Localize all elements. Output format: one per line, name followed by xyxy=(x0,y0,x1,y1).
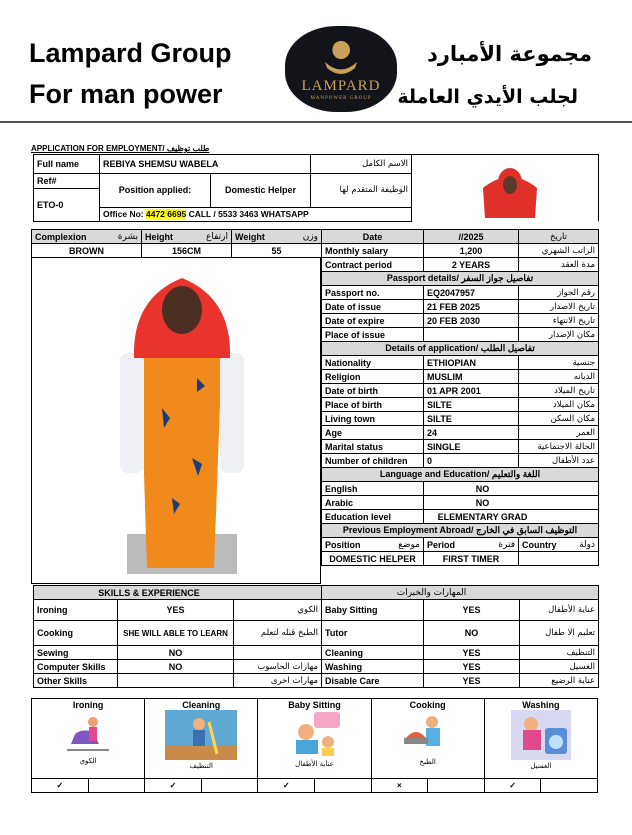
skill-computer-label: Computer Skills xyxy=(34,660,118,674)
salary-ar: الراتب الشهري xyxy=(519,244,599,258)
marital-ar: الحالة الاجتماعية xyxy=(519,440,599,454)
skill-sewing-ar xyxy=(234,646,322,660)
marital-label: Marital status xyxy=(322,440,424,454)
nationality-ar: جنسية xyxy=(519,356,599,370)
religion-value: MUSLIM xyxy=(424,370,519,384)
nationality-value: ETHIOPIAN xyxy=(424,356,519,370)
ironing-mark: ✓ xyxy=(32,779,89,793)
arabic-label: Arabic xyxy=(322,496,424,510)
age-ar: العمر xyxy=(519,426,599,440)
application-table xyxy=(33,154,599,222)
icon-babysitting-ar: عناية الأطفال xyxy=(295,760,334,768)
details-table xyxy=(321,229,599,566)
icon-babysitting-title: Baby Sitting xyxy=(288,700,341,710)
age-value: 24 xyxy=(424,426,519,440)
icon-washing-ar: الغسيل xyxy=(530,762,552,770)
children-ar: عدد الأطفال xyxy=(519,454,599,468)
height-value: 156CM xyxy=(142,244,232,258)
icon-cell-cooking xyxy=(371,699,484,779)
skill-computer-ar: مهارات الحاسوب xyxy=(234,660,322,674)
prev-period-header: Period فترة xyxy=(424,538,519,552)
logo-subtitle: MANPOWER GROUP xyxy=(310,96,372,101)
cleaning-icon xyxy=(165,710,237,760)
skill-babysitting-label: Baby Sitting xyxy=(322,600,424,621)
physical-table xyxy=(31,229,322,258)
period-value: 2 YEARS xyxy=(424,258,519,272)
company-name-en-line1: Lampard Group xyxy=(29,38,232,68)
children-value: 0 xyxy=(424,454,519,468)
icon-washing-title: Washing xyxy=(522,700,560,710)
issue-date-value: 21 FEB 2025 xyxy=(424,300,519,314)
age-label: Age xyxy=(322,426,424,440)
logo-name: LAMPARD xyxy=(301,78,381,94)
english-value: NO xyxy=(424,482,599,496)
religion-label: Religion xyxy=(322,370,424,384)
education-value: ELEMENTARY GRAD xyxy=(424,510,599,524)
skill-disable-care-value: YES xyxy=(424,674,520,688)
dob-ar: تاريخ الميلاد xyxy=(519,384,599,398)
washing-mark: ✓ xyxy=(484,779,541,793)
prev-position-header: Position موضع xyxy=(322,538,424,552)
skill-ironing-label: Ironing xyxy=(34,600,118,621)
passport-no-label: Passport no. xyxy=(322,286,424,300)
office-prefix: Office No: xyxy=(103,209,144,219)
complexion-header: Complexion بشرة xyxy=(32,230,142,244)
english-label: English xyxy=(322,482,424,496)
ref-value: ETO-0 xyxy=(34,189,100,221)
passport-no-ar: رقم الجواز xyxy=(519,286,599,300)
applicant-portrait-icon xyxy=(475,158,545,218)
passport-heading: Passport details/ تفاصيل جواز السفر xyxy=(322,272,599,286)
skill-cooking-label: Cooking xyxy=(34,621,118,646)
skill-washing-label: Washing xyxy=(322,660,424,674)
icon-ironing-ar: الكوي xyxy=(79,757,97,765)
issue-date-ar: تاريخ الاصدار xyxy=(519,300,599,314)
details-heading: Details of application/ تفاصيل الطلب xyxy=(322,342,599,356)
office-number: 4472 6695 xyxy=(146,209,187,219)
prev-country-header: Country دولة xyxy=(519,538,599,552)
cleaning-mark: ✓ xyxy=(145,779,202,793)
logo-figure-icon xyxy=(285,32,397,82)
weight-value: 55 xyxy=(232,244,322,258)
complexion-value: BROWN xyxy=(32,244,142,258)
skills-table xyxy=(33,585,599,688)
company-name-ar-line1: مجموعة الأمبارد xyxy=(427,42,592,66)
skill-other-ar: مهارات اخرى xyxy=(234,674,322,688)
cooking-icon xyxy=(400,710,456,756)
date-ar: تاريخ xyxy=(519,230,599,244)
skill-computer-value: NO xyxy=(118,660,234,674)
height-header: Height ارتفاع xyxy=(142,230,232,244)
icon-cell-washing xyxy=(484,699,597,779)
application-heading: APPLICATION FOR EMPLOYMENT/ طلب توظيف xyxy=(31,144,210,153)
previous-heading: Previous Employment Abroad/ التوظيف السابق في الخارج xyxy=(322,524,599,538)
company-name-ar-line2: لجلب الأيدي العاملة xyxy=(397,86,578,108)
birthplace-value: SILTE xyxy=(424,398,519,412)
living-town-value: SILTE xyxy=(424,412,519,426)
icon-cell-babysitting xyxy=(258,699,371,779)
babysitting-icon xyxy=(284,710,344,758)
icon-cell-cleaning xyxy=(145,699,258,779)
passport-no-value: EQ2047957 xyxy=(424,286,519,300)
skill-cooking-ar: الطبخ قبله لتعلم xyxy=(234,621,322,646)
washing-icon xyxy=(511,710,571,760)
icon-cleaning-ar: التنظيف xyxy=(189,762,213,770)
birthplace-ar: مكان الميلاد xyxy=(519,398,599,412)
position-label: Position applied: xyxy=(100,174,211,208)
religion-ar: الديانه xyxy=(519,370,599,384)
skill-tutor-ar: تعليم الا طفال xyxy=(520,621,599,646)
icon-cooking-ar: الطبخ xyxy=(419,758,436,766)
skill-ironing-ar: الكوي xyxy=(234,600,322,621)
period-label: Contract period xyxy=(322,258,424,272)
birthplace-label: Place of birth xyxy=(322,398,424,412)
cooking-mark: × xyxy=(371,779,428,793)
company-logo xyxy=(285,26,397,112)
date-label: Date xyxy=(322,230,424,244)
skill-washing-value: YES xyxy=(424,660,520,674)
skill-cooking-value: SHE WILL ABLE TO LEARN xyxy=(118,621,234,646)
expire-date-ar: تاريخ الانتهاء xyxy=(519,314,599,328)
skill-disable-care-label: Disable Care xyxy=(322,674,424,688)
marital-value: SINGLE xyxy=(424,440,519,454)
skill-disable-care-ar: عناية الرضيع xyxy=(520,674,599,688)
prev-position-value: DOMESTIC HELPER xyxy=(322,552,424,566)
office-contact xyxy=(100,207,412,221)
prev-period-value: FIRST TIMER xyxy=(424,552,519,566)
icon-cooking-title: Cooking xyxy=(409,700,446,710)
icon-ironing-title: Ironing xyxy=(72,700,104,710)
icon-cleaning-title: Cleaning xyxy=(182,700,221,710)
education-label: Education level xyxy=(322,510,424,524)
skill-ironing-value: YES xyxy=(118,600,234,621)
skill-cleaning-label: Cleaning xyxy=(322,646,424,660)
applicant-small-photo xyxy=(412,155,599,222)
period-ar: مدة العقد xyxy=(519,258,599,272)
full-name-value: REBIYA SHEMSU WABELA xyxy=(100,155,311,174)
expire-date-value: 20 FEB 2030 xyxy=(424,314,519,328)
applicant-full-photo xyxy=(31,258,321,584)
living-town-ar: مكان السكن xyxy=(519,412,599,426)
prev-country-value xyxy=(519,552,599,566)
skills-heading-en: SKILLS & EXPERIENCE xyxy=(34,586,322,600)
living-town-label: Living town xyxy=(322,412,424,426)
expire-date-label: Date of expire xyxy=(322,314,424,328)
full-name-ar: الاسم الكامل xyxy=(311,155,412,174)
arabic-value: NO xyxy=(424,496,599,510)
skill-cleaning-value: YES xyxy=(424,646,520,660)
place-issue-value xyxy=(424,328,519,342)
skill-icons-grid xyxy=(31,698,598,793)
place-issue-label: Place of issue xyxy=(322,328,424,342)
ironing-icon xyxy=(63,710,113,755)
weight-header: Weight وزن xyxy=(232,230,322,244)
date-value: //2025 xyxy=(424,230,519,244)
issue-date-label: Date of issue xyxy=(322,300,424,314)
skill-tutor-label: Tutor xyxy=(322,621,424,646)
office-suffix: CALL / 5533 3463 WHATSAPP xyxy=(188,209,309,219)
position-ar: الوظيفة المتقدم لها xyxy=(311,174,412,208)
skill-other-label: Other Skills xyxy=(34,674,118,688)
company-name-en-line2: For man power xyxy=(29,79,223,109)
dob-value: 01 APR 2001 xyxy=(424,384,519,398)
skill-sewing-value: NO xyxy=(118,646,234,660)
skill-other-value xyxy=(118,674,234,688)
salary-label: Monthly salary xyxy=(322,244,424,258)
skill-washing-ar: الغسيل xyxy=(520,660,599,674)
applicant-full-photo-icon xyxy=(32,258,322,584)
babysitting-mark: ✓ xyxy=(258,779,315,793)
icon-cell-ironing xyxy=(32,699,145,779)
salary-value: 1,200 xyxy=(424,244,519,258)
place-issue-ar: مكان الإصدار xyxy=(519,328,599,342)
header-divider xyxy=(0,121,632,123)
full-name-label: Full name xyxy=(34,155,100,174)
ref-label: Ref# xyxy=(34,174,100,189)
skills-heading-ar: المهارات والخبرات xyxy=(322,586,599,600)
skill-babysitting-ar: عناية الأطفال xyxy=(520,600,599,621)
skill-cleaning-ar: التنظيف xyxy=(520,646,599,660)
skill-tutor-value: NO xyxy=(424,621,520,646)
position-value: Domestic Helper xyxy=(211,174,311,208)
language-heading: Language and Education/ اللغة والتعليم xyxy=(322,468,599,482)
skill-babysitting-value: YES xyxy=(424,600,520,621)
children-label: Number of children xyxy=(322,454,424,468)
skill-sewing-label: Sewing xyxy=(34,646,118,660)
nationality-label: Nationality xyxy=(322,356,424,370)
dob-label: Date of birth xyxy=(322,384,424,398)
